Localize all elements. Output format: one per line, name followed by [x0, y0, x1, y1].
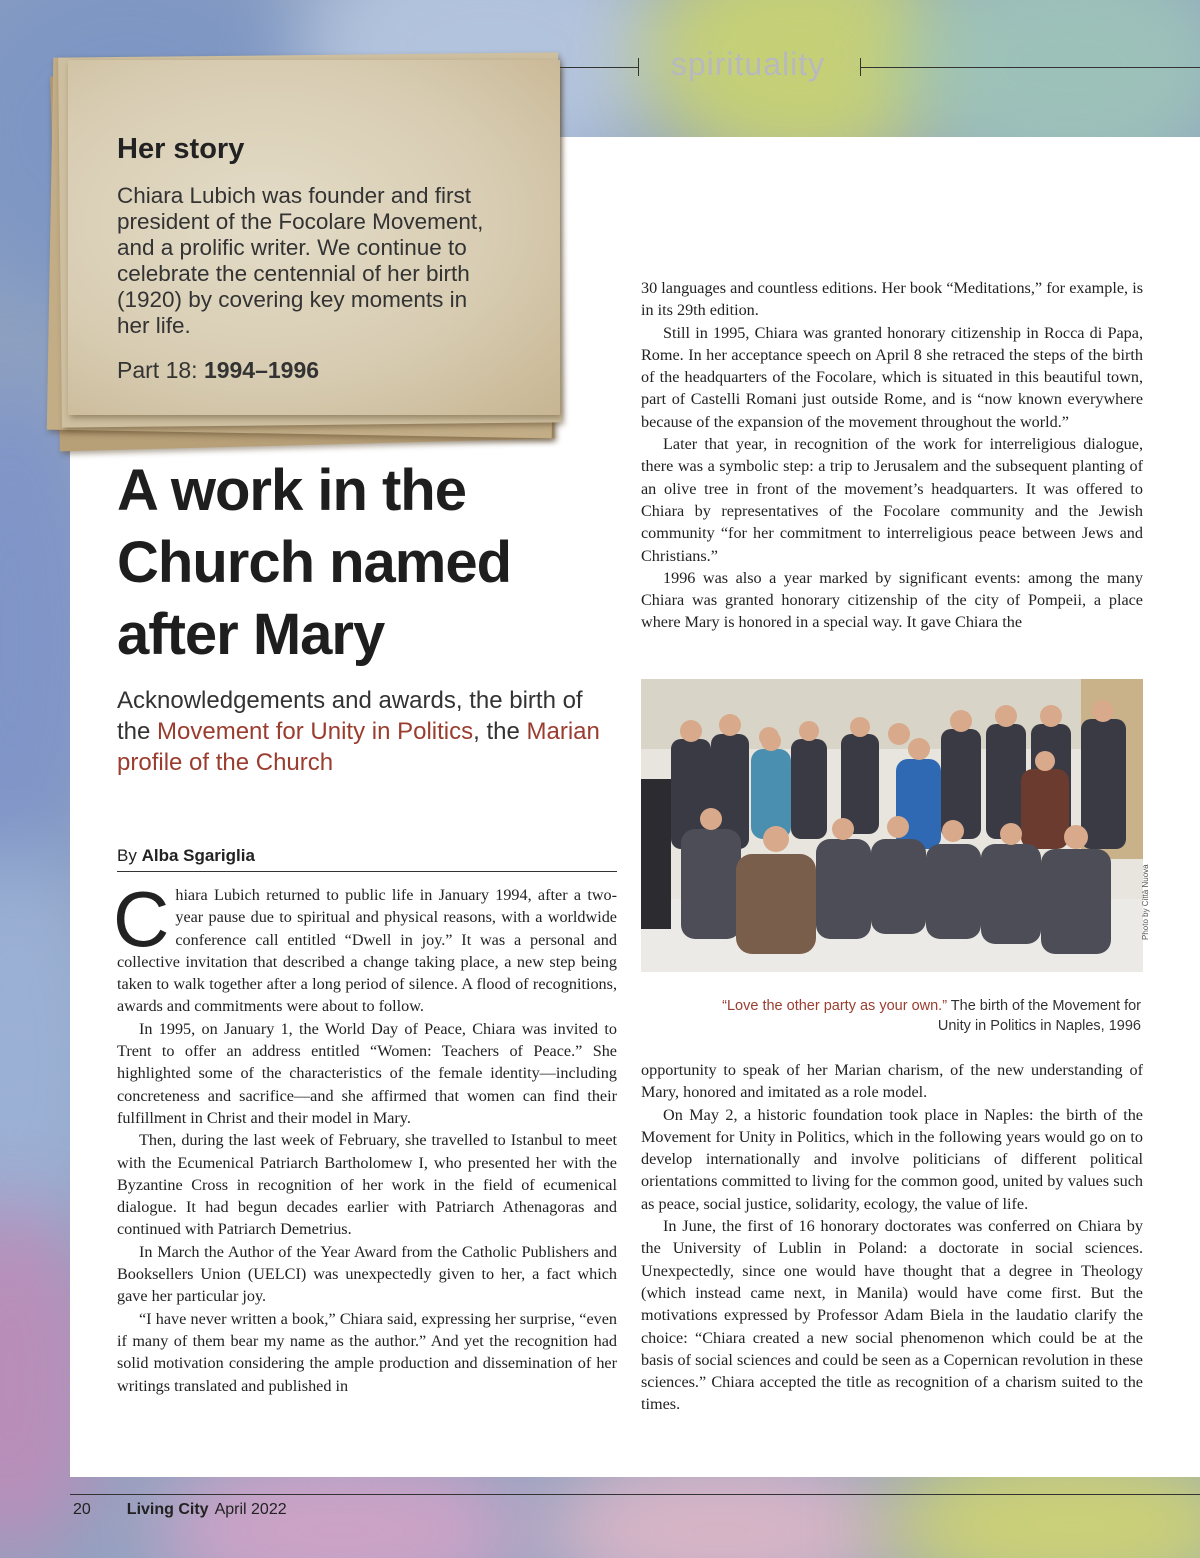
- section-tick-left: [638, 58, 639, 76]
- article-column-right-top: [641, 277, 1143, 634]
- paragraph: Still in 1995, Chiara was granted honorary citizenship in Rocca di Papa, Rome. In her acceptance speech on April 8 she retraced the steps of the birth of the headquarters of the Focolare, which is situated in this beautiful town, part of Castelli Romani just outside Rome, and is “now known everywhere because of the expansion of the movement throughout the world.”: [641, 323, 1143, 431]
- paragraph: In June, the first of 16 honorary doctorates was conferred on Chiara by the University of Lublin in Poland: a doctorate in social sciences. Unexpectedly, since one would have thought that a degree in Theology (which instead came next, in Manila) would have come first. But the motivations expressed by Professor Adam Biela in the laudatio clarify the choice: “Chiara created a new social phenomenon which could be at the basis of social sciences and could be seen as a Copernican revolution in these sciences.” Chiara accepted the title as recognition of a charism suited to the times.: [641, 1217, 1143, 1414]
- subhead-text: Acknowledgements and awards, the birth of the: [117, 687, 583, 745]
- caption-quote: “Love the other party as your own.”: [722, 998, 948, 1014]
- her-story-title: Her story: [117, 133, 245, 165]
- photo-caption: [700, 996, 1141, 1036]
- paragraph: opportunity to speak of her Marian charism, of the new understanding of Mary, honored and imitated as a role model.: [641, 1061, 1143, 1102]
- photo-credit: Photo by Città Nuova: [1141, 864, 1150, 940]
- paragraph: “I have never written a book,” Chiara said, expressing her surprise, “even if many of them bear my name as the author.” And yet the recognition had solid motivation considering the ample production and dissemination of her writings translated and published in: [117, 1309, 617, 1395]
- part-label: Part 18:: [117, 357, 204, 383]
- article-headline: A work in the Church named after Mary: [117, 458, 512, 667]
- paragraph: In 1995, on January 1, the World Day of Peace, Chiara was invited to Trent to offer an address entitled “Women: Teachers of Peace.” She highlighted some of the characteristics of the female identity—including concreteness and sacrifice—and she affirmed that women can find their fulfillment in Christ and their model in Mary.: [117, 1019, 617, 1127]
- caption-text: The birth of the Movement for Unity in Politics in Naples, 1996: [937, 998, 1141, 1034]
- paragraph: In March the Author of the Year Award from the Catholic Publishers and Booksellers Union (UELCI) was unexpectedly given to her, a fact which gave her particular joy.: [117, 1242, 617, 1306]
- article-column-right-bottom: [641, 1059, 1143, 1416]
- article-column-left: [113, 875, 617, 1397]
- subhead-highlight-marian: Marian profile of the Church: [117, 718, 600, 776]
- part-years: 1994–1996: [203, 357, 320, 383]
- subhead-highlight-politics: Movement for Unity in Politics: [157, 718, 474, 745]
- byline-author: Alba Sgariglia: [141, 846, 255, 865]
- magazine-name: Living City: [126, 1501, 209, 1518]
- byline: [117, 846, 617, 872]
- her-story-part: [117, 357, 319, 384]
- paragraph-text: hiara Lubich returned to public life in January 1994, after a two-year pause due to spiritual and physical reasons, with a worldwide conference call entitled “Dwell in joy.” It was a personal and collective invitation that described a change taking place, a new step being taken to walk together after a long period of silence. A flood of recognitions, awards and commitments were about to follow.: [117, 886, 617, 1016]
- section-rule-right: [860, 67, 1200, 68]
- paragraph: On May 2, a historic foundation took place in Naples: the birth of the Movement for Unity in Politics, which in the following years would go on to develop internationally and involve politicians of different political orientations committed to living for the common good, united by values such as peace, social justice, solidarity, ecology, the value of life.: [641, 1105, 1143, 1213]
- paragraph: Then, during the last week of February, she travelled to Istanbul to meet with the Ecumenical Patriarch Bartholomew I, who presented her with the Byzantine Cross in recognition of her work in the field of ecumenical dialogue. It had begun decades earlier with Patriarch Athenagoras and continued with Patriarch Demetrius.: [117, 1131, 617, 1239]
- issue-date: April 2022: [214, 1501, 287, 1518]
- her-story-body: Chiara Lubich was founder and first president of the Focolare Movement, and a prolific writer. We continue to celebrate the centennial of her birth (1920) by covering key moments in her life.: [117, 183, 484, 338]
- paragraph: Later that year, in recognition of the work for interreligious dialogue, there was a symbolic step: a trip to Jerusalem and the subsequent planting of an olive tree in front of the movement’s headquarters. It was offered to Chiara by representatives of the Focolare community and the Jewish community “for her commitment to interreligious peace between Jews and Christians.”: [641, 435, 1143, 565]
- page-number: 20: [73, 1501, 91, 1518]
- article-subhead: [117, 685, 622, 778]
- paragraph: 1996 was also a year marked by significant events: among the many Chiara was granted honorary citizenship of the city of Pompeii, a place where Mary is honored in a special way. It gave Chiara the: [641, 568, 1143, 632]
- page-footer: [73, 1501, 287, 1519]
- footer-rule: [70, 1494, 1200, 1495]
- section-label: spirituality: [670, 46, 826, 82]
- drop-cap: C: [113, 875, 170, 963]
- paragraph: 30 languages and countless editions. Her book “Meditations,” for example, is in its 29th edition.: [641, 279, 1143, 320]
- group-photo-illustration: [641, 679, 1143, 972]
- subhead-text: , the: [473, 718, 527, 745]
- paragraph: [113, 875, 617, 1018]
- group-photo: [641, 679, 1143, 972]
- byline-prefix: By: [117, 846, 142, 865]
